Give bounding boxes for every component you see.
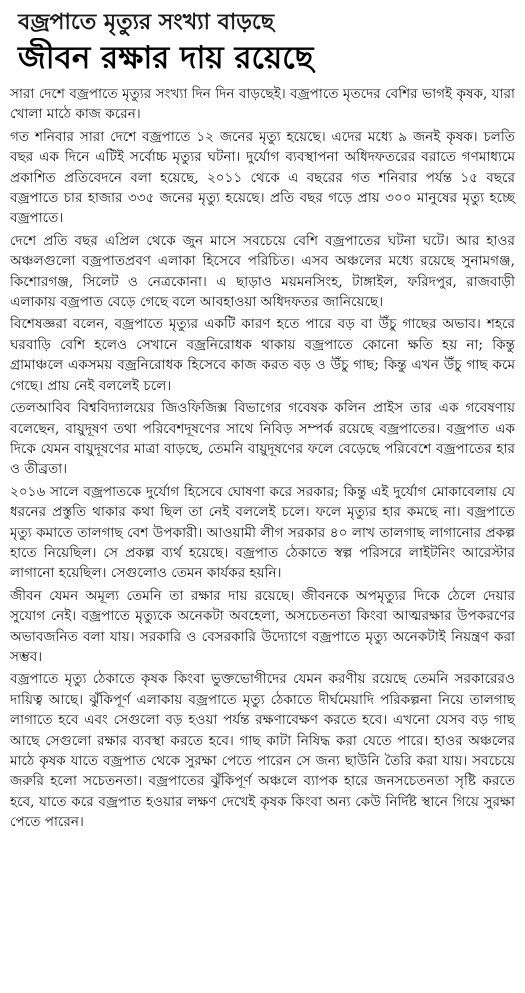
article-paragraph: জীবন যেমন অমূল্য তেমনি তা রক্ষার দায় রয়েছে। জীবনকে অপমৃত্যুর দিকে ঠেলে দেয়ার সুযোগ নেই। বজ্রপাতে মৃত্যুকে অনেকটা অবহেলা, অসচেতনতা কিংবা আত্মরক্ষার উপকরণের অভাবজনিত বলা যায়। সরকারি ও বেসরকারি উদ্যোগে বজ্রপাতে মৃত্যু অনেকটাই নিয়ন্ত্রণ করা সম্ভব। [10, 587, 515, 665]
article-paragraph: দেশে প্রতি বছর এপ্রিল থেকে জুন মাসে সবচেয়ে বেশি বজ্রপাতের ঘটনা ঘটে। আর হাওর অঞ্চলগুলো বজ্রপাতপ্রবণ এলাকা হিসেবে পরিচিত। এসব অঞ্চলের মধ্যে রয়েছে সুনামগঞ্জ, কিশোরগঞ্জ, সিলেট ও নেত্রকোনা। এ ছাড়াও ময়মনসিংহ, টাঙ্গাইল, ফরিদপুর, রাজবাড়ী এলাকায় বজ্রপাত বেড়ে গেছে বলে আবহাওয়া অধিদফতর জানিয়েছে। [10, 232, 515, 311]
article-kicker: বজ্রপাতে মৃত্যুর সংখ্যা বাড়ছে [18, 9, 275, 35]
article-paragraph: গত শনিবার সারা দেশে বজ্রপাতে ১২ জনের মৃত্যু হয়েছে। এদের মধ্যে ৯ জনই কৃষক। চলতি বছর এক দিনে এটিই সর্বোচ্চ মৃত্যুর ঘটনা। দুর্যোগ ব্যবস্থাপনা অধিদফতরের বরাতে গণমাধ্যমে প্রকাশিত প্রতিবেদনে বলা হয়েছে, ২০১১ থেকে এ বছরের গত শনিবার পর্যন্ত ১৫ বছরে বজ্রপাতে চার হাজার ৩৩৫ জনের মৃত্যু হয়েছে। প্রতি বছর গড়ে প্রায় ৩০০ মানুষের মৃত্যু হচ্ছে বজ্রপাতে। [10, 128, 515, 227]
article-paragraph: বিশেষজ্ঞরা বলেন, বজ্রপাতে মৃত্যুর একটি কারণ হতে পারে বড় বা উঁচু গাছের অভাব। শহরে ঘরবাড়ি বেশি হলেও সেখানে বজ্রনিরোধক থাকায় বজ্রপাতে কোনো ক্ষতি হয় না; কিন্তু গ্রামাঞ্চলে একসময় বজ্রনিরোধক হিসেবে কাজ করত বড় ও উঁচু গাছ; কিন্তু এখন উঁচু গাছ কমে গেছে। প্রায় নেই বললেই চলে। [10, 316, 515, 394]
article-paragraph: বজ্রপাতে মৃত্যু ঠেকাতে কৃষক কিংবা ভুক্তভোগীদের যেমন করণীয় রয়েছে তেমনি সরকারেরও দায়িত্ব আছে। ঝুঁকিপূর্ণ এলাকায় বজ্রপাতে মৃত্যু ঠেকাতে দীর্ঘমেয়াদি পরিকল্পনা নিয়ে তালগাছ লাগাতে হবে এবং সেগুলো বড় হওয়া পর্যন্ত রক্ষণাবেক্ষণ করতে হবে। এখনো যেসব বড় গাছ আছে সেগুলো রক্ষার ব্যবস্থা করতে হবে। গাছ কাটা নিষিদ্ধ করা যেতে পারে। হাওর অঞ্চলের মাঠে কৃষক যাতে বজ্রপাত থেকে সুরক্ষা পেতে পারেন সে জন্য ছাউনি তৈরি করা যায়। সবচেয়ে জরুরি হলো সচেতনতা। বজ্রপাতের ঝুঁকিপূর্ণ অঞ্চলে ব্যাপক হারে জনসচেতনতা সৃষ্টি করতে হবে, যাতে করে বজ্রপাত হওয়ার লক্ষণ দেখেই কৃষক কিংবা অন্য কেউ নির্দিষ্ট স্থানে গিয়ে সুরক্ষা পেতে পারেন। [10, 671, 515, 831]
article-paragraph: সারা দেশে বজ্রপাতে মৃত্যুর সংখ্যা দিন দিন বাড়ছেই। বজ্রপাতে মৃতদের বেশির ভাগই কৃষক, যারা খোলা মাঠে কাজ করেন। [10, 86, 515, 123]
article-body [10, 84, 515, 833]
article-headline: জীবন রক্ষার দায় রয়েছে [18, 40, 314, 76]
article-paragraph: তেলআবিব বিশ্ববিদ্যালয়ের জিওফিজিক্স বিভাগের গবেষক কলিন প্রাইস তার এক গবেষণায় বলেছেন, বায়ুদূষণ তথা পরিবেশদূষণের সাথে নিবিড় সম্পর্ক রয়েছে বজ্রপাতের। বজ্রপাত এক দিকে যেমন বায়ুদূষণের মাত্রা বাড়ছে, তেমনি বায়ুদূষণের ফলে বেড়েছে পরিবেশে বজ্রপাতের হার ও তীব্রতা। [10, 400, 515, 478]
article-paragraph: ২০১৬ সালে বজ্রপাতকে দুর্যোগ হিসেবে ঘোষণা করে সরকার; কিন্তু এই দুর্যোগ মোকাবেলায় যে ধরনের প্রস্তুতি থাকার কথা ছিল তা নেই বললেই চলে। ফলে মৃত্যুর হার কমছে না। বজ্রপাতে মৃত্যু কমাতে তালগাছ বেশ উপকারী। আওয়ামী লীগ সরকার ৪০ লাখ তালগাছ লাগানোর প্রকল্প হাতে নিয়েছিল। সে প্রকল্প ব্যর্থ হয়েছে। বজ্রপাত ঠেকাতে স্বল্প পরিসরে লাইটনিং আরেস্টার লাগানো হয়েছিল। সেগুলোও তেমন কার্যকর হয়নি। [10, 483, 515, 582]
